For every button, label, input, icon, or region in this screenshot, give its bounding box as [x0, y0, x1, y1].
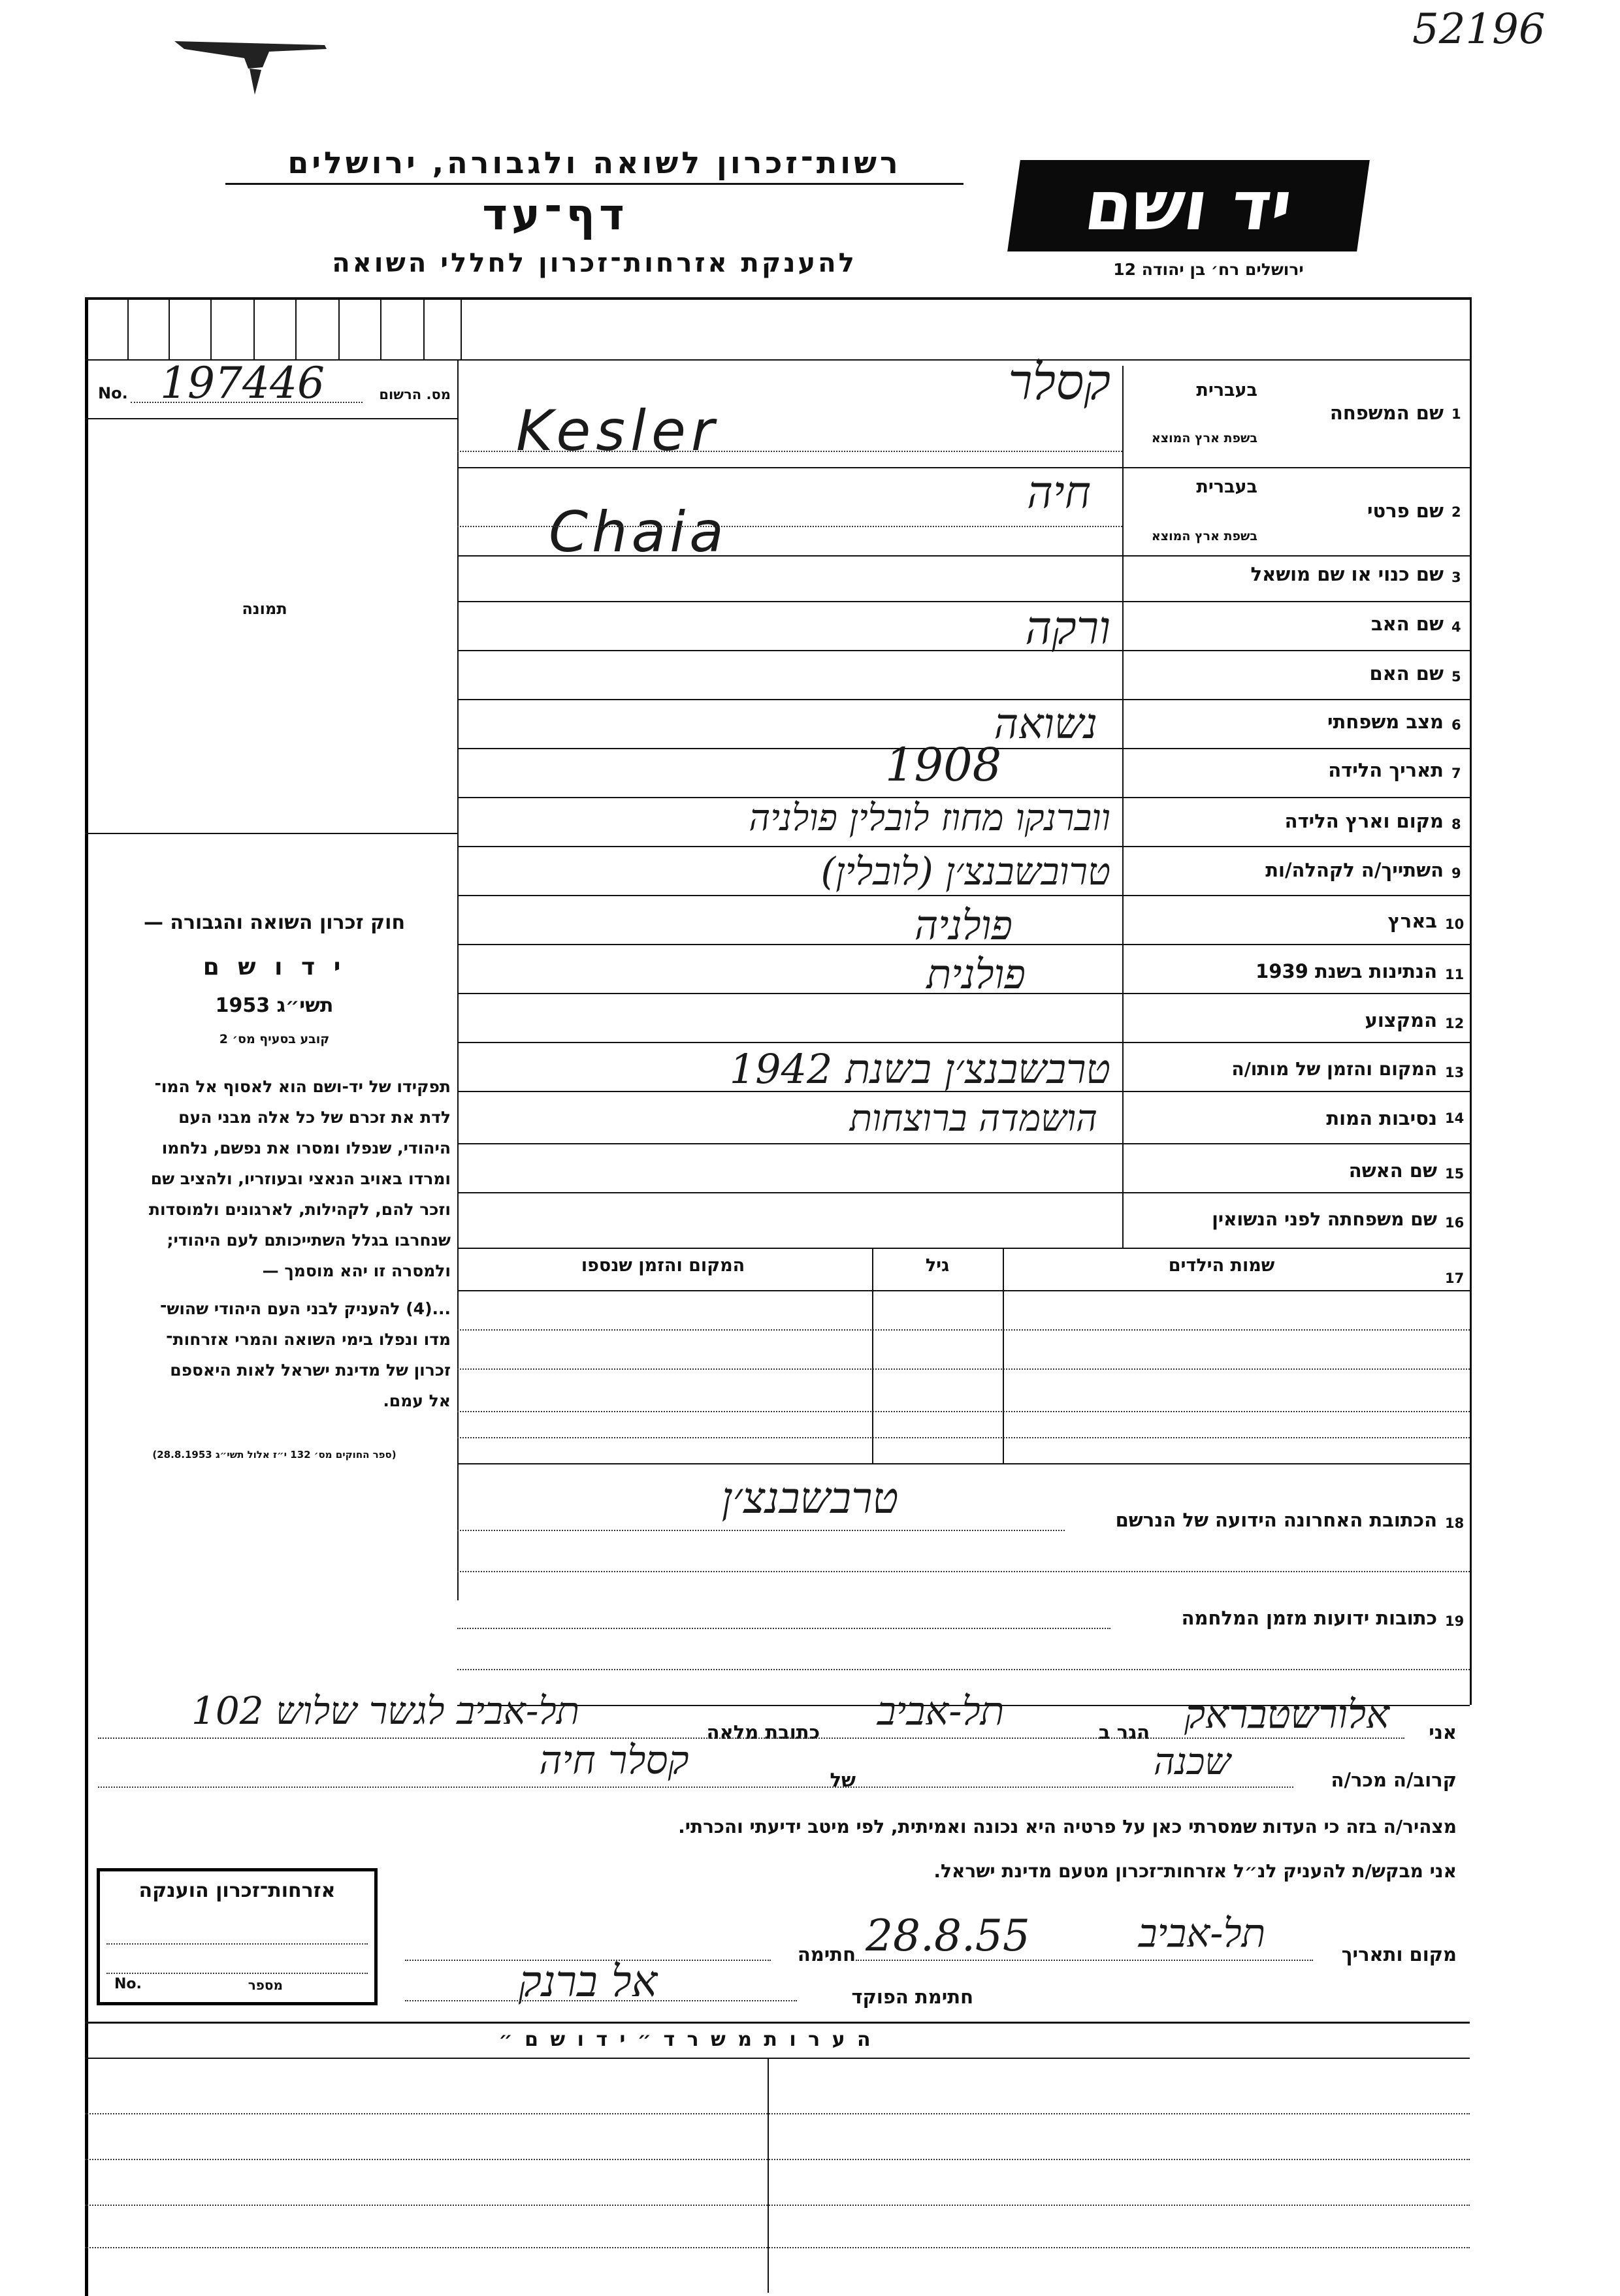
field-4-label: שם האב: [1370, 613, 1444, 635]
field-8-value: ווברנקו מחוז לובלין פולניה: [749, 797, 1110, 839]
field-8-label: מקום וארץ הלידה: [1284, 810, 1444, 832]
children-row-line: [457, 1437, 1470, 1438]
decl-date: 28.8.55: [866, 1911, 1030, 1961]
field-19-number: 19: [1445, 1613, 1465, 1629]
citizenship-box-line: [106, 1943, 368, 1945]
field-5-label: שם האם: [1369, 662, 1444, 685]
field-2-bottom: [457, 555, 1470, 557]
field-2-number: 2: [1451, 504, 1461, 520]
field-7-value: 1908: [885, 738, 1002, 792]
field-1-divider: [457, 451, 1122, 452]
notes-line: [85, 2247, 1470, 2248]
decl-place-date-label: מקום ותאריך: [1341, 1943, 1457, 1965]
field-14-bottom: [457, 1143, 1470, 1144]
top-strip-cell: [380, 299, 381, 359]
children-col-divider: [872, 1248, 873, 1463]
field-1-origin-sublabel: בשפת ארץ המוצא: [1151, 431, 1257, 445]
top-strip-cell: [461, 299, 462, 359]
decl-deceased-name: קסלר חיה: [539, 1738, 689, 1783]
children-row-line: [457, 1368, 1470, 1370]
field-18-label: הכתובת האחרונה הידועה של הנרשם: [1115, 1509, 1437, 1531]
decl-of-label: של: [830, 1769, 856, 1791]
top-strip-cell: [169, 299, 170, 359]
field-8-number: 8: [1451, 817, 1461, 832]
top-strip-cell: [295, 299, 297, 359]
field-1-value-origin: Kesler: [516, 398, 720, 464]
children-col-divider: [1003, 1248, 1004, 1463]
decl-place: תל-אביב: [1138, 1911, 1266, 1956]
authority-title: רשות־זכרון לשואה ולגבורה, ירושלים: [287, 145, 901, 180]
decl-full-address-label: כתובת מלאה: [706, 1721, 820, 1743]
field-12-number: 12: [1445, 1016, 1465, 1031]
field-4-number: 4: [1451, 619, 1461, 635]
field-3-label: שם כנוי או שם מושאל: [1250, 563, 1444, 585]
field-9-label: השתייך/ה לקהלה/ות: [1265, 859, 1444, 881]
citizenship-box-number-label: מספר: [248, 1977, 283, 1993]
field-18-number: 18: [1445, 1515, 1465, 1531]
photo-label: תמונה: [242, 600, 287, 618]
notes-header-bottom: [85, 2058, 1470, 2059]
logo-address: ירושלים רח׳ בן יהודה 12: [1113, 260, 1304, 279]
field-13-label: המקום והזמן של מותו/ה: [1231, 1058, 1437, 1080]
notes-top: [85, 2022, 1470, 2024]
field-18-value: טרבשבנצ׳ן: [721, 1473, 899, 1523]
field-1-number: 1: [1451, 406, 1461, 422]
label-column-divider: [1122, 366, 1124, 1248]
decl-place-date-line: [856, 1960, 1313, 1961]
field-13-value: טרבשבנצ׳ן בשנת 1942: [729, 1045, 1110, 1093]
registration-dots: [131, 402, 363, 403]
punch-hole-mark: [171, 29, 341, 101]
field-10-bottom: [457, 944, 1470, 945]
field-2-value-hebrew: חיה: [1027, 467, 1091, 519]
top-strip-cell: [210, 299, 212, 359]
field-13-number: 13: [1445, 1065, 1465, 1080]
law-paragraph-1: תפקידו של יד-ושם הוא לאסוף אל המו־ לדת את זכרם של כל אלה מבני העם היהודי, שנפלו ומסרו את נפשם, נלחמו ומרדו באויב הנאצי ובעוזריו, ולהציב שם וזכר להם, לקהילות, לארגונים ולמוסדות שנחרבו בגלל השתייכותם לעם היהודי; ולמסרה זו יהא מוסמך —: [148, 1077, 451, 1280]
registration-heb-label: מס. הרשום: [379, 387, 451, 402]
photo-box-bottom: [85, 833, 457, 834]
law-section: קובע בסעיף מס׳ 2: [219, 1032, 330, 1046]
field-15-bottom: [457, 1192, 1470, 1193]
field-11-bottom: [457, 993, 1470, 994]
field-16-bottom: [457, 1248, 1470, 1249]
decl-relation: שכנה: [1153, 1741, 1231, 1783]
decl-city: תל-אביב: [877, 1689, 1005, 1734]
field-2-label: שם פרטי: [1367, 500, 1444, 522]
children-header-place-time: המקום והזמן שנספו: [581, 1255, 745, 1276]
field-18-line: [457, 1530, 1065, 1531]
registration-number: 197446: [160, 358, 325, 408]
children-table-bottom: [457, 1463, 1470, 1464]
children-row-line: [457, 1329, 1470, 1331]
field-15-number: 15: [1445, 1166, 1465, 1182]
field-1-hebrew-sublabel: בעברית: [1196, 380, 1257, 400]
top-strip-cell: [253, 299, 255, 359]
children-header-names: שמות הילדים: [1168, 1255, 1275, 1276]
decl-declarant-name: אלורשטבראק: [1184, 1692, 1390, 1738]
children-header-bottom: [457, 1290, 1470, 1291]
field-1-value-hebrew: קסלר: [1008, 353, 1110, 411]
field-2-value-origin: Chaia: [549, 500, 728, 565]
field-6-number: 6: [1451, 717, 1461, 733]
children-header-age: גיל: [925, 1255, 950, 1276]
field-2-divider: [457, 526, 1122, 527]
field-8-bottom: [457, 846, 1470, 847]
frame-left-border: [85, 297, 88, 2296]
field-16-number: 16: [1445, 1215, 1465, 1231]
field-12-bottom: [457, 1042, 1470, 1043]
frame-top-border: [85, 297, 1470, 300]
top-strip-cell: [338, 299, 340, 359]
archive-number: 52196: [1412, 5, 1546, 54]
field-9-number: 9: [1451, 865, 1461, 881]
field-4-value: ורקה: [1025, 601, 1110, 655]
field-11-label: הנתינות בשנת 1939: [1256, 960, 1437, 982]
field-16-label: שם משפחתה לפני הנשואין: [1212, 1208, 1437, 1230]
notes-line: [85, 2205, 1470, 2206]
citizenship-box: [97, 1868, 378, 2005]
field-11-value: פולנית: [926, 950, 1026, 998]
field-14-value: הושמדה ברוצחות: [849, 1097, 1097, 1140]
decl-relative-label: קרוב/ה מכר/ה: [1331, 1769, 1457, 1791]
photo-box-top: [85, 418, 457, 419]
law-year: תשי״ג 1953: [215, 994, 334, 1017]
decl-officer-signature: אל ברנק: [518, 1956, 658, 2007]
field-6-value: נשואה: [994, 700, 1097, 749]
field-15-label: שם האשה: [1348, 1159, 1437, 1182]
top-strip-cell: [127, 299, 129, 359]
top-strip-cell: [423, 299, 425, 359]
registration-no-label: No.: [98, 384, 128, 402]
field-10-label: בארץ: [1387, 910, 1437, 932]
form-title: דף־עד: [482, 189, 628, 240]
field-7-label: תאריך הלידה: [1328, 759, 1444, 781]
decl-line-2: [98, 1787, 1293, 1788]
decl-request: אני מבקש/ת להעניק לנ״ל אזרחות־זכרון מטעם מדינת ישראל.: [933, 1860, 1457, 1882]
decl-lives-in-label: הגר ב: [1098, 1721, 1150, 1743]
field-11-number: 11: [1445, 967, 1465, 982]
form-subtitle: להענקת אזרחות־זכרון לחללי השואה: [332, 248, 857, 278]
field-10-number: 10: [1445, 916, 1465, 932]
field-19-line-2: [457, 1669, 1470, 1670]
children-row-line: [457, 1411, 1470, 1412]
citizenship-box-no-label: No.: [114, 1976, 142, 1992]
field-5-number: 5: [1451, 669, 1461, 685]
notes-line: [85, 2159, 1470, 2160]
field-18-line-2: [457, 1571, 1470, 1572]
decl-statement: מצהיר/ה בזה כי העדות שמסרתי כאן על פרטיה היא נכונה ואמיתית, לפי מיטב ידיעתי והכרתי.: [678, 1816, 1457, 1837]
field-2-origin-sublabel: בשפת ארץ המוצא: [1151, 529, 1257, 543]
field-9-bottom: [457, 895, 1470, 896]
decl-ani-label: אני: [1429, 1721, 1457, 1743]
decl-signature-label: חתימה: [797, 1943, 856, 1965]
field-12-label: המקצוע: [1365, 1009, 1437, 1031]
left-column-divider: [457, 359, 459, 1600]
field-17-number: 17: [1445, 1270, 1465, 1286]
citizenship-box-title: אזרחות־זכרון הוענקה: [138, 1879, 336, 1902]
field-7-number: 7: [1451, 766, 1461, 781]
yad-vashem-logo: יד ושם: [1007, 160, 1370, 251]
decl-officer-line: [405, 2000, 797, 2001]
field-1-label: שם המשפחה: [1329, 402, 1444, 424]
field-6-label: מצב משפחתי: [1327, 711, 1444, 733]
law-title: חוק זכרון השואה והגבורה —: [143, 911, 406, 934]
field-2-hebrew-sublabel: בעברית: [1196, 477, 1257, 497]
notes-col-divider: [768, 2058, 769, 2293]
authority-underline: [225, 183, 964, 185]
law-name: י ד ו ש ם: [202, 954, 346, 980]
field-19-line: [457, 1628, 1110, 1629]
field-3-number: 3: [1451, 570, 1461, 585]
field-10-value: פולניה: [914, 901, 1012, 949]
field-19-label: כתובות ידועות מזמן המלחמה: [1181, 1607, 1437, 1629]
field-14-number: 14: [1445, 1110, 1465, 1126]
frame-right-border: [1470, 297, 1472, 1705]
citizenship-box-line: [106, 1973, 368, 1974]
decl-officer-label: חתימת הפוקד: [851, 1986, 973, 2008]
decl-full-address: תל-אביב לגשר שלוש 102: [191, 1689, 579, 1733]
notes-line: [85, 2113, 1470, 2114]
field-13-bottom: [457, 1091, 1470, 1092]
field-14-label: נסיבות המות: [1326, 1107, 1437, 1129]
law-reference: (ספר החוקים מס׳ 132 י״ז אלול תשי״ג 28.8.1953): [152, 1449, 397, 1461]
office-notes-title: ה ע ר ו ת מ ש ר ד ״ י ד ו ש ם ״: [498, 2028, 873, 2051]
field-4-bottom: [457, 650, 1470, 651]
field-9-value: טרובשבנצ׳ן (לובלין): [820, 849, 1110, 894]
law-paragraph-2: ...(4) להעניק לבני העם היהודי שהוש־ מדו ונפלו בימי השואה והמרי אזרחות־ זכרון של מדינת ישראל לאות היאספם אל עמם.: [159, 1299, 451, 1410]
